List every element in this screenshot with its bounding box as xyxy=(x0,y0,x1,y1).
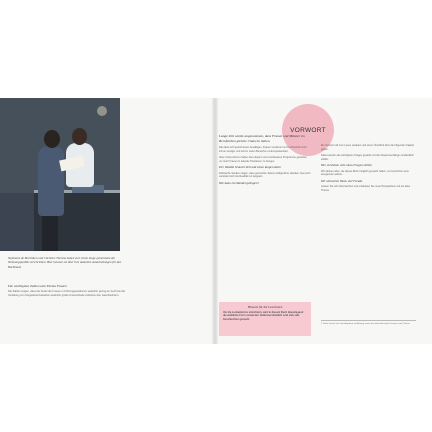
info-box xyxy=(219,302,311,336)
text-column-2 xyxy=(321,144,416,195)
paragraph: Ein Vorwort soll zum Lesen einladen und einen Überblick über die folgenden Kapitel geben. xyxy=(321,144,414,151)
info-box-text: Um die Lesbarkeit zu erleichtern, wird in diesem Buch überwiegend die weibliche Form verwendet. Selbstverständlich sind stets alle Geschlechter gemeint. xyxy=(223,311,304,321)
photo-caption: Stephanie de Mortillaro und Christine Theresa haben sich schon lange gemeinsam der Wohnungspolitik verschrieben. Hier beraten sie über ihre aktuellen Ausarbeitungen für den Buchband. xyxy=(8,256,122,269)
authors-photo xyxy=(0,98,120,251)
subheading: Wir wünschen Ihnen viel Freude xyxy=(321,178,363,183)
paragraph: Zahlreiche Studien zeigen, dass gemischte Teams erfolgreicher arbeiten. Dennoch verändert sich die Realität nur langsam. xyxy=(219,171,311,179)
paragraph: Viele Unternehmen haben das erkannt und verschiedene Programme gestartet, um mehr Frauen in leitende Positionen zu bringen. xyxy=(219,156,308,163)
page-title: VORWORT xyxy=(290,126,326,134)
info-box-title: Hinweis für die Leserinnen xyxy=(247,305,283,309)
left-page xyxy=(0,98,215,344)
paragraph: Das lässt sich jedoch kaum bestätigen. Frauen verdienen im Durchschnitt noch immer weniger und sind in vielen Bereichen unterrepräsentiert. xyxy=(219,146,307,153)
subheading: Wie kann ein Wandel gelingen? xyxy=(219,180,260,185)
right-page xyxy=(215,98,432,344)
subheading: Wer verstehen will, muss Fragen stellen xyxy=(321,163,372,167)
paragraph: Wir danken allen, die dieses Buch möglich gemacht haben, und wünschen eine anregende Lektüre. xyxy=(321,169,409,176)
intro-text: Lange Zeit wurde angenommen, dass Frauen und Männer im Berufsleben gleiche Chancen haben. xyxy=(219,134,305,143)
book-spread xyxy=(0,98,432,344)
left-section-title: Die wichtigsten Zahlen zum Thema Frauen xyxy=(8,284,67,288)
subheading: Der Wandel braucht Zeit und einen langen Atem xyxy=(219,165,281,170)
paragraph: Dabei werden die wichtigsten Fragen gestellt und die Zusammenhänge verständlich erklärt. xyxy=(321,154,414,161)
footnote: 1 Siehe hierzu auch die Angaben im Anhang sowie die weiterführende Literatur zum Thema. xyxy=(321,320,416,326)
left-section-text: Die Zahlen zeigen, dass der Anteil der Frauen in Führungspositionen weiterhin gering ist. Auch bei der Verteilung von Sorgearbeit bestehen weiterhin große Unterschiede zwischen den Geschlechtern. xyxy=(8,290,126,297)
text-column-1 xyxy=(219,134,311,187)
paragraph: Lassen Sie sich überraschen und entdecken Sie neue Perspektiven auf ein altes Thema. xyxy=(321,185,411,192)
